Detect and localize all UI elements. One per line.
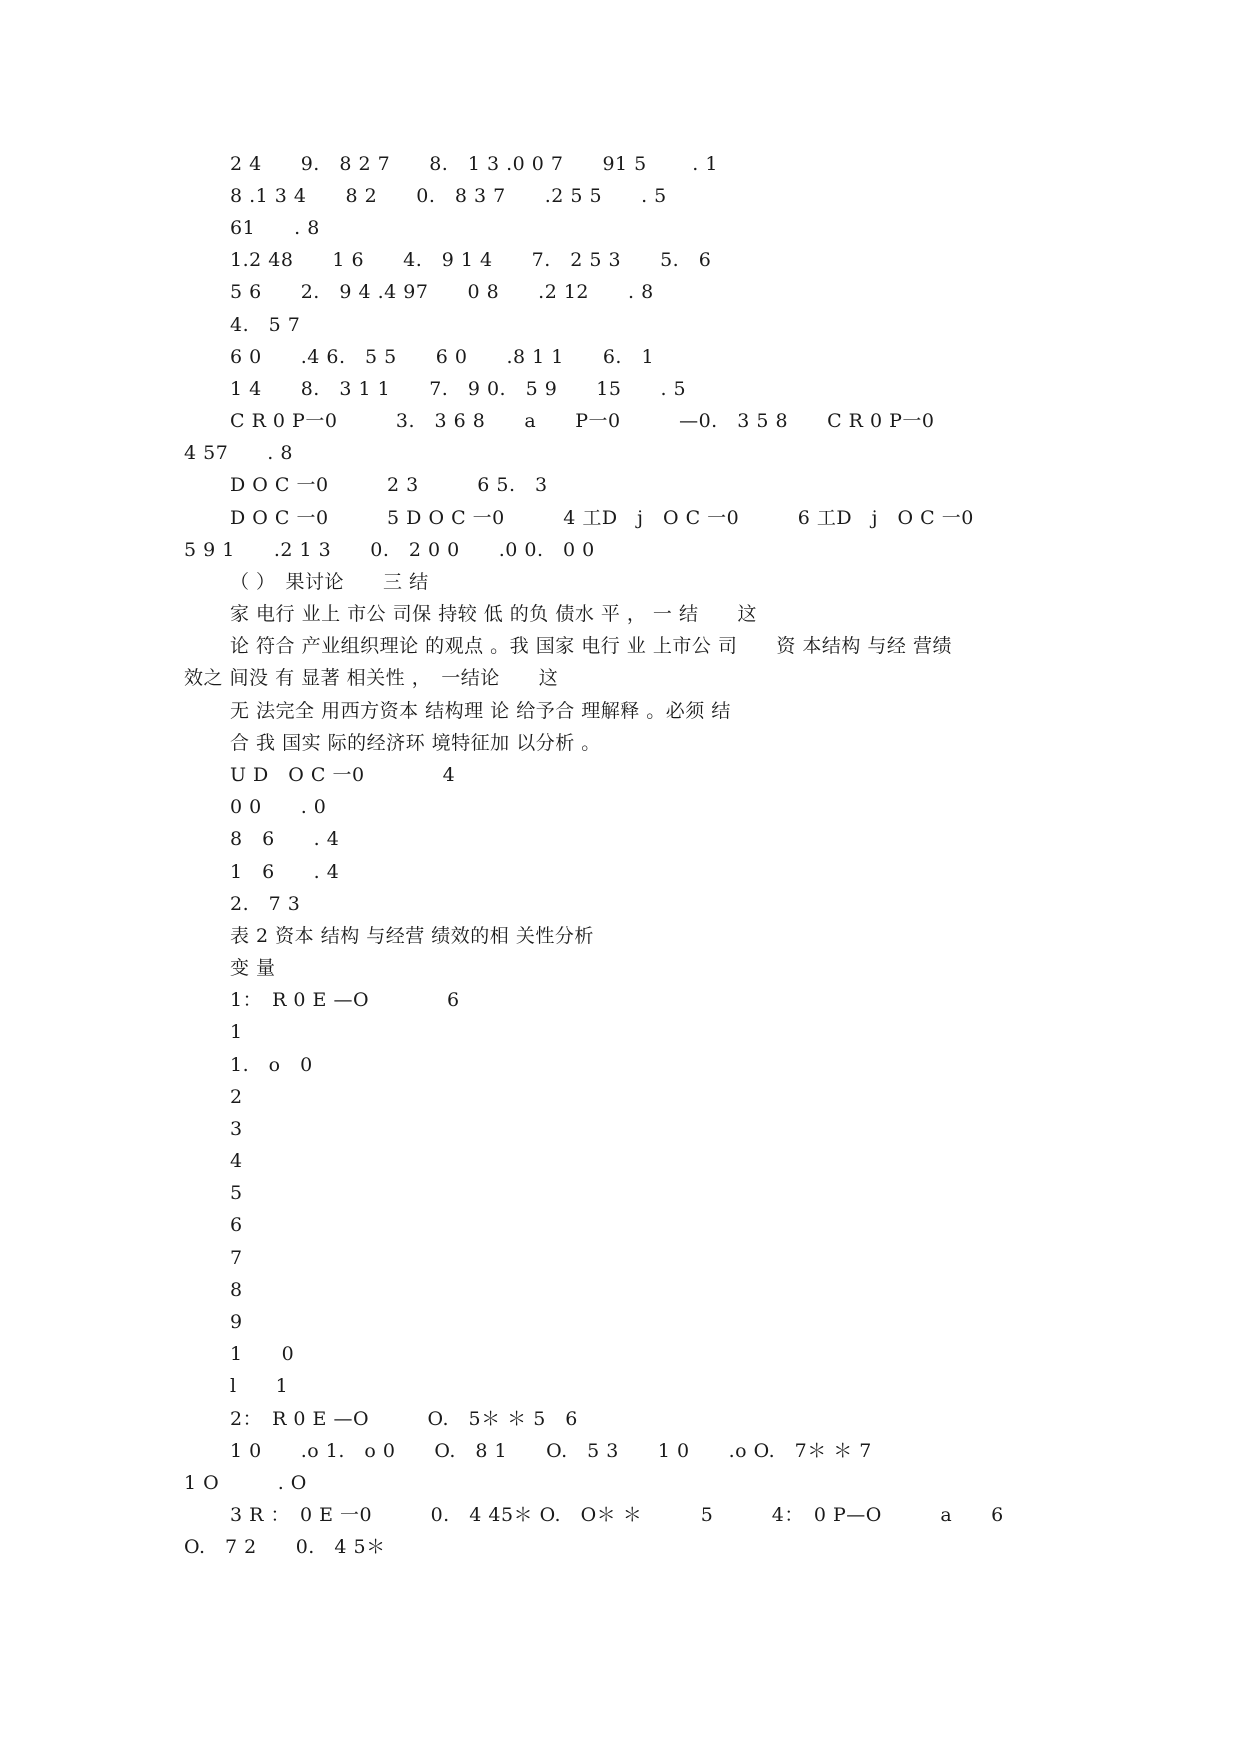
text-line: 4. 5 7 [230, 314, 301, 336]
text-line: D O C 一0 2 3 6 5. 3 [230, 474, 548, 496]
text-line: C R 0 P一0 3. 3 6 8 a P一0 —0. 3 5 8 C R 0 P一0 [230, 410, 935, 432]
paragraph-line: 无 法完全 用西方资本 结构理 论 给予合 理解释 。必须 结 [230, 700, 731, 722]
text-line: 1. o 0 [230, 1054, 313, 1076]
section-heading: （ ） 果讨论 三 结 [230, 571, 429, 593]
text-line: 61 . 8 [230, 217, 320, 239]
text-line: 9 [230, 1311, 243, 1333]
text-line: 6 [230, 1214, 243, 1236]
text-line: 4 57 . 8 [184, 442, 293, 464]
text-line: O. 7 2 0. 4 5＊ [184, 1536, 386, 1558]
text-line: 5 6 2. 9 4 .4 97 0 8 .2 12 . 8 [230, 281, 654, 303]
text-line: 2 [230, 1086, 243, 1108]
paragraph-line: 家 电行 业上 市公 司保 持较 低 的负 债水 平 ， 一 结 这 [230, 603, 757, 625]
table-header-label: 变 量 [230, 957, 276, 979]
paragraph-line: 效之 间没 有 显著 相关性 ， 一结论 这 [184, 667, 559, 689]
text-line: 1 6 . 4 [230, 861, 340, 883]
text-line: 2 4 9. 8 2 7 8. 1 3 .0 0 7 91 5 . 1 [230, 153, 718, 175]
text-line: 7 [230, 1247, 243, 1269]
text-line: 1 4 8. 3 1 1 7. 9 0. 5 9 15 . 5 [230, 378, 687, 400]
text-line: 2. 7 3 [230, 893, 301, 915]
text-line: 8 .1 3 4 8 2 0. 8 3 7 .2 5 5 . 5 [230, 185, 667, 207]
text-line: 4 [230, 1150, 243, 1172]
text-line: 1 0 [230, 1343, 295, 1365]
text-line: 2： R 0 E —O O. 5＊ ＊ 5 6 [230, 1408, 578, 1430]
text-line: 1 O . O [184, 1472, 307, 1494]
text-line: 1 [230, 1021, 243, 1043]
text-line: 1： R 0 E —O 6 [230, 989, 460, 1011]
text-line: l 1 [230, 1375, 289, 1397]
paragraph-line: 论 符合 产业组织理论 的观点 。我 国家 电行 业 上市公 司 资 本结构 与经 营绩 [230, 635, 952, 657]
paragraph-line: 合 我 国实 际的经济环 境特征加 以分析 。 [230, 732, 601, 754]
text-line: 6 0 .4 6. 5 5 6 0 .8 1 1 6. 1 [230, 346, 655, 368]
text-line: 8 [230, 1279, 243, 1301]
text-line: 3 [230, 1118, 243, 1140]
text-line: U D O C 一0 4 [230, 764, 456, 786]
text-line: 8 6 . 4 [230, 828, 340, 850]
text-line: 1 0 .o 1. o 0 O. 8 1 O. 5 3 1 0 .o O. 7＊ ＊ 7 [230, 1440, 872, 1462]
text-line: 0 0 . 0 [230, 796, 327, 818]
text-line: 3 R ： 0 E 一0 0. 4 45＊ O. O＊ ＊ 5 4： 0 P—O a 6 [230, 1504, 1004, 1526]
table-caption: 表 2 资本 结构 与经营 绩效的相 关性分析 [230, 925, 594, 947]
text-line: 5 [230, 1182, 243, 1204]
text-line: 5 9 1 .2 1 3 0. 2 0 0 .0 0. 0 0 [184, 539, 595, 561]
text-line: 1.2 48 1 6 4. 9 1 4 7. 2 5 3 5. 6 [230, 249, 712, 271]
text-line: D O C 一0 5 D O C 一0 4 工D j O C 一0 6 工D j O C 一0 [230, 507, 974, 529]
